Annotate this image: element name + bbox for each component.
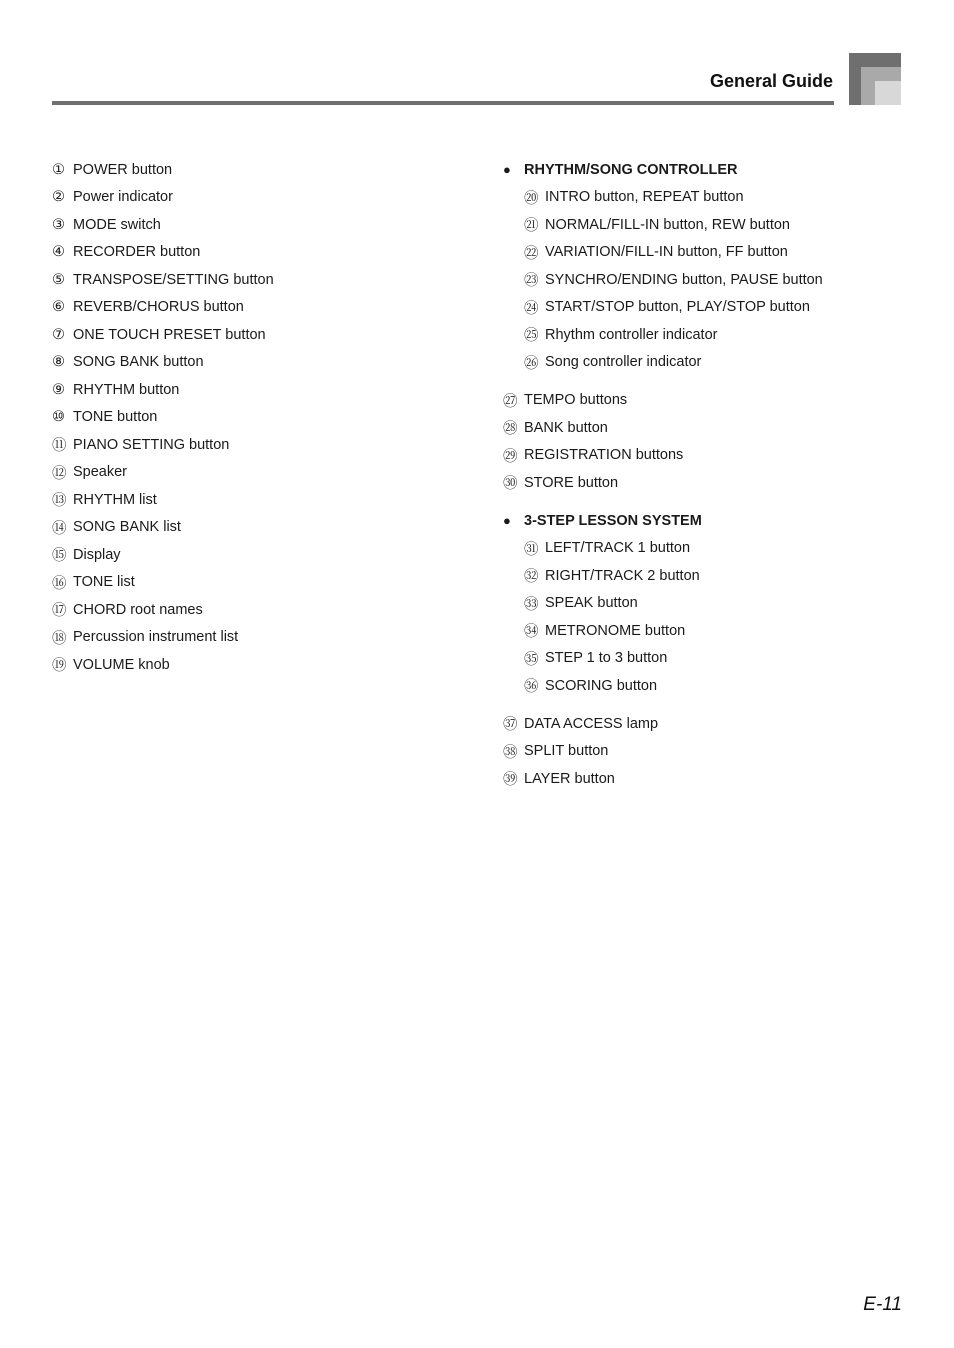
item-number: ㉛ bbox=[524, 541, 539, 558]
item-number: ② bbox=[52, 189, 65, 206]
item-label: Rhythm controller indicator bbox=[545, 326, 718, 343]
item-label: REGISTRATION buttons bbox=[524, 447, 684, 464]
section-heading-label: 3-STEP LESSON SYSTEM bbox=[524, 512, 702, 529]
item-number: ⑩ bbox=[52, 409, 65, 426]
item-number: ㉓ bbox=[524, 273, 539, 290]
item-label: TRANSPOSE/SETTING button bbox=[73, 271, 274, 288]
item-number: ⑥ bbox=[52, 299, 65, 316]
list-item bbox=[503, 710, 823, 738]
list-group-tempo-store bbox=[503, 387, 823, 497]
list-item bbox=[52, 266, 274, 294]
item-label: REVERB/CHORUS button bbox=[73, 299, 244, 316]
item-number: ⑦ bbox=[52, 326, 65, 343]
list-item bbox=[503, 294, 823, 322]
list-item bbox=[503, 765, 823, 793]
list-item bbox=[503, 414, 823, 442]
item-label: TONE button bbox=[73, 409, 158, 426]
item-label: SPLIT button bbox=[524, 743, 609, 760]
item-label: Song controller indicator bbox=[545, 354, 702, 371]
item-number: ⑬ bbox=[52, 493, 67, 510]
list-item bbox=[52, 404, 274, 432]
list-item bbox=[52, 431, 274, 459]
item-number: ㉙ bbox=[503, 448, 518, 465]
item-number: ㉝ bbox=[524, 596, 539, 613]
list-item bbox=[52, 624, 274, 652]
item-number: ⑱ bbox=[52, 630, 67, 647]
list-item bbox=[503, 535, 823, 563]
item-number: ㉖ bbox=[524, 355, 539, 372]
item-number: ㉜ bbox=[524, 569, 539, 586]
item-label: Percussion instrument list bbox=[73, 629, 239, 646]
item-label: SCORING button bbox=[545, 677, 658, 694]
item-number: ⑰ bbox=[52, 603, 67, 620]
right-column-list bbox=[503, 156, 823, 793]
left-column-list bbox=[52, 156, 274, 679]
list-item bbox=[52, 486, 274, 514]
item-number: ⑤ bbox=[52, 271, 65, 288]
list-item bbox=[52, 321, 274, 349]
item-number: ㊴ bbox=[503, 772, 518, 789]
item-number: ⑯ bbox=[52, 575, 67, 592]
list-item bbox=[503, 349, 823, 377]
item-number: ㉔ bbox=[524, 300, 539, 317]
item-label: ONE TOUCH PRESET button bbox=[73, 326, 266, 343]
item-label: LAYER button bbox=[524, 770, 615, 787]
item-label: LEFT/TRACK 1 button bbox=[545, 540, 691, 557]
list-item bbox=[52, 596, 274, 624]
item-number: ㉗ bbox=[503, 393, 518, 410]
corner-tab-graphic bbox=[849, 53, 901, 105]
item-number: ⑳ bbox=[524, 190, 539, 207]
section-heading-lesson-system bbox=[503, 507, 823, 535]
item-label: Speaker bbox=[73, 464, 128, 481]
list-item bbox=[503, 184, 823, 212]
item-number: ㊲ bbox=[503, 717, 518, 734]
item-label: Power indicator bbox=[73, 189, 173, 206]
page-number: E-11 bbox=[863, 1294, 902, 1315]
list-item bbox=[52, 514, 274, 542]
item-number: ④ bbox=[52, 244, 65, 261]
item-number: ⑪ bbox=[52, 438, 67, 455]
item-label: RIGHT/TRACK 2 button bbox=[545, 567, 700, 584]
item-label: SONG BANK button bbox=[73, 354, 204, 371]
section-heading-label: RHYTHM/SONG CONTROLLER bbox=[524, 161, 738, 178]
item-label: TEMPO buttons bbox=[524, 392, 628, 409]
list-item bbox=[52, 651, 274, 679]
item-label: VARIATION/FILL-IN button, FF button bbox=[545, 244, 788, 261]
list-item bbox=[52, 156, 274, 184]
list-item bbox=[503, 562, 823, 590]
item-number: ① bbox=[52, 161, 65, 178]
list-item bbox=[52, 239, 274, 267]
item-label: SONG BANK list bbox=[73, 519, 181, 536]
item-label: RHYTHM list bbox=[73, 491, 157, 508]
item-label: Display bbox=[73, 546, 121, 563]
list-item bbox=[503, 239, 823, 267]
item-number: ㊱ bbox=[524, 679, 539, 696]
item-label: POWER button bbox=[73, 161, 173, 178]
list-item bbox=[503, 321, 823, 349]
item-number: ㉚ bbox=[503, 476, 518, 493]
item-label: SYNCHRO/ENDING button, PAUSE button bbox=[545, 271, 823, 288]
list-group-data-layer bbox=[503, 710, 823, 793]
list-item bbox=[52, 211, 274, 239]
item-label: PIANO SETTING button bbox=[73, 436, 230, 453]
corner-tab-light bbox=[875, 81, 901, 105]
list-item bbox=[503, 590, 823, 618]
list-item bbox=[52, 569, 274, 597]
list-item bbox=[52, 541, 274, 569]
page-title: General Guide bbox=[709, 71, 833, 91]
list-item bbox=[503, 266, 823, 294]
item-label: RECORDER button bbox=[73, 244, 201, 261]
item-number: ㉒ bbox=[524, 245, 539, 262]
section-list-rhythm-song bbox=[503, 184, 823, 377]
list-item bbox=[503, 211, 823, 239]
item-label: MODE switch bbox=[73, 216, 161, 233]
list-item bbox=[52, 459, 274, 487]
section-heading-rhythm-song bbox=[503, 156, 823, 184]
item-number: ⑲ bbox=[52, 658, 67, 675]
item-number: ⑨ bbox=[52, 381, 65, 398]
item-label: INTRO button, REPEAT button bbox=[545, 189, 744, 206]
item-label: BANK button bbox=[524, 419, 608, 436]
list-item bbox=[52, 349, 274, 377]
item-label: TONE list bbox=[73, 574, 135, 591]
list-item bbox=[52, 184, 274, 212]
item-label: METRONOME button bbox=[545, 622, 686, 639]
list-item bbox=[503, 672, 823, 700]
list-item bbox=[503, 738, 823, 766]
item-label: VOLUME knob bbox=[73, 656, 170, 673]
item-label: STORE button bbox=[524, 474, 619, 491]
item-number: ⑭ bbox=[52, 520, 67, 537]
item-number: ㉕ bbox=[524, 328, 539, 345]
item-label: SPEAK button bbox=[545, 595, 638, 612]
list-item bbox=[52, 294, 274, 322]
item-number: ⑫ bbox=[52, 465, 67, 482]
header-rule bbox=[52, 101, 834, 105]
list-item bbox=[503, 617, 823, 645]
list-item bbox=[503, 442, 823, 470]
item-number: ㊳ bbox=[503, 744, 518, 761]
item-number: ㉟ bbox=[524, 651, 539, 668]
section-list-lesson-system bbox=[503, 535, 823, 700]
item-label: CHORD root names bbox=[73, 601, 203, 618]
list-item bbox=[503, 387, 823, 415]
item-number: ⑮ bbox=[52, 548, 67, 565]
bullet-icon: ● bbox=[503, 513, 511, 529]
item-label: NORMAL/FILL-IN button, REW button bbox=[545, 216, 790, 233]
item-label: RHYTHM button bbox=[73, 381, 180, 398]
item-label: STEP 1 to 3 button bbox=[545, 650, 668, 667]
list-item bbox=[503, 645, 823, 673]
item-number: ⑧ bbox=[52, 354, 65, 371]
bullet-icon: ● bbox=[503, 162, 511, 178]
list-item bbox=[503, 469, 823, 497]
item-number: ㉑ bbox=[524, 218, 539, 235]
item-label: DATA ACCESS lamp bbox=[524, 715, 659, 732]
item-label: START/STOP button, PLAY/STOP button bbox=[545, 299, 810, 316]
item-number: ㉘ bbox=[503, 421, 518, 438]
item-number: ③ bbox=[52, 216, 65, 233]
item-number: ㉞ bbox=[524, 624, 539, 641]
list-item bbox=[52, 376, 274, 404]
